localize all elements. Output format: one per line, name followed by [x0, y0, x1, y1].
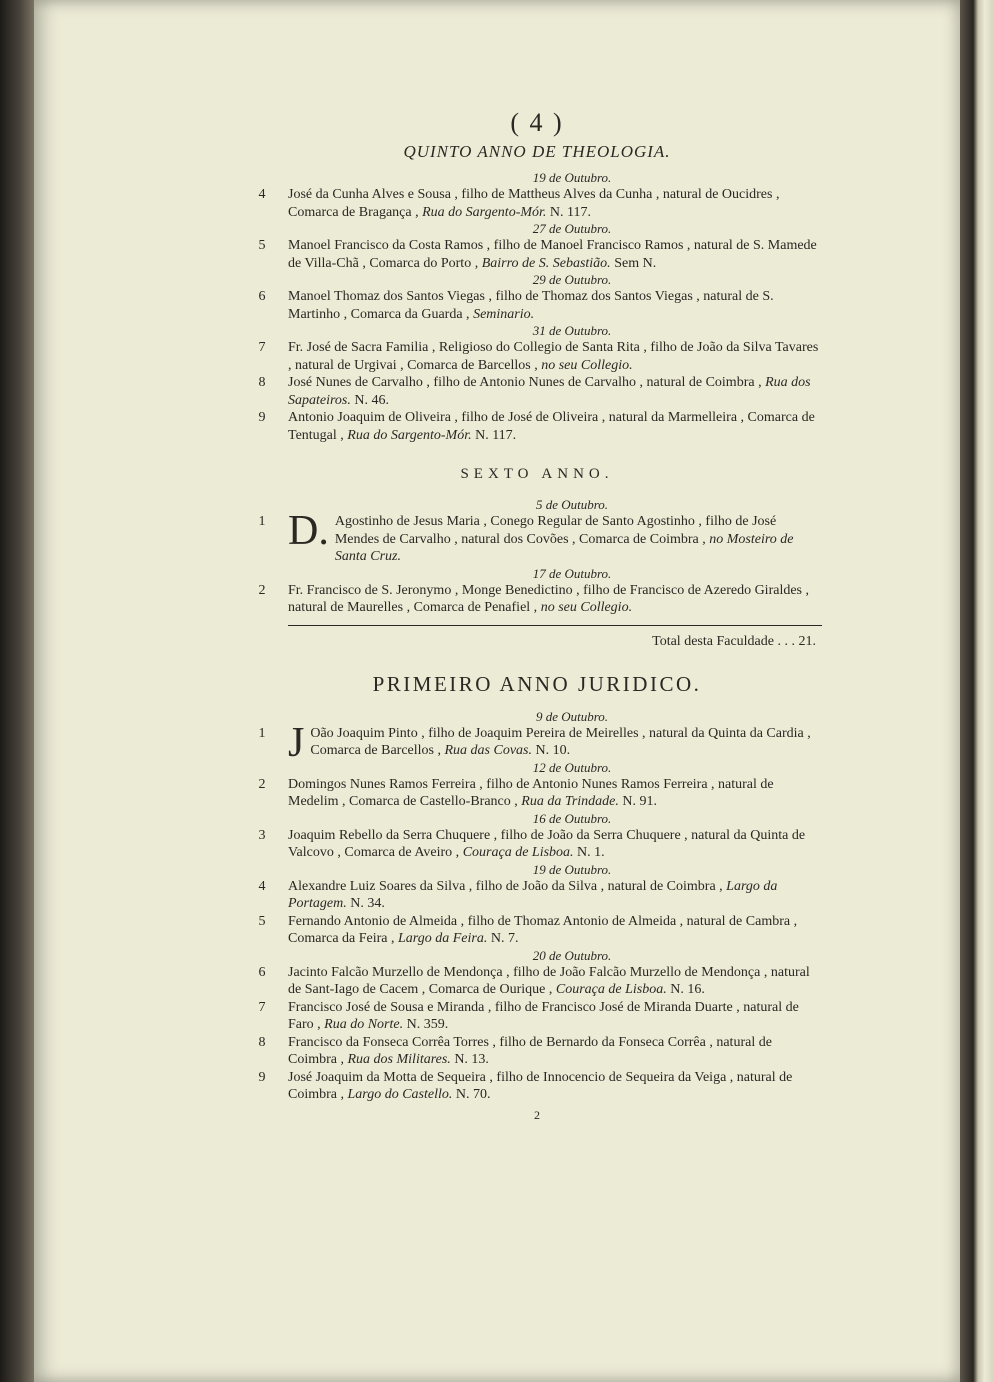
list-item — [252, 1069, 822, 1104]
entry-date: 29 de Outubro. — [532, 272, 612, 287]
entry-number: 9 — [258, 1069, 266, 1085]
entry-number: 4 — [258, 878, 266, 894]
entry-number: 2 — [258, 776, 266, 792]
list-item — [252, 186, 822, 221]
entry-house-number: N. 7. — [490, 931, 519, 946]
total-rule — [288, 625, 822, 626]
list-item — [252, 1034, 822, 1069]
entry-address: Rua das Covas. — [444, 743, 532, 758]
page-number: ( 4 ) — [510, 108, 564, 137]
entry-text: Oão Joaquim Pinto , filho de Joaquim Pereira de Meirelles , natural da Quinta da Cardia , Comarca de Barcellos , — [310, 725, 811, 758]
entry-address: no seu Collegio. — [541, 357, 633, 373]
entry-text: Agostinho de Jesus Maria , Conego Regular de Santo Agostinho , filho de José Mendes de Carvalho , natural dos Covões , Comarca de Coimbra , — [334, 514, 777, 547]
page-content — [252, 108, 822, 1123]
entry-house-number: N. 70. — [455, 1087, 491, 1102]
entry-house-number: N. 10. — [535, 743, 571, 758]
list-item — [252, 409, 822, 444]
entry-number: 7 — [258, 340, 266, 355]
list-item — [252, 827, 822, 862]
entry-number: 9 — [258, 410, 266, 425]
entry-text: Fr. José de Sacra Familia , Religioso do Collegio de Santa Rita , filho de João da Silva Tavares , natural de Urgivai , Comarca de Barcellos , — [288, 340, 819, 373]
entry-text: Francisco da Fonseca Corrêa Torres , filho de Bernardo da Fonseca Corrêa , natural de Coimbra , — [288, 1034, 772, 1067]
list-item — [252, 913, 822, 948]
entry-address: Rua do Sargento-Mór. — [347, 427, 472, 443]
entry-number: 5 — [258, 913, 266, 929]
entry-address: Largo da Portagem. — [288, 878, 778, 911]
entry-text: José da Cunha Alves e Sousa , filho de Mattheus Alves da Cunha , natural de Oucidres , Comarca de Bragança , — [288, 187, 780, 220]
entry-house-number: N. 46. — [354, 392, 389, 408]
list-item — [252, 964, 822, 999]
entry-text: Antonio Joaquim de Oliveira , filho de José de Oliveira , natural da Marmelleira , Comarca de Tentugal , — [288, 410, 815, 443]
entry-text: Francisco José de Sousa e Miranda , filho de Francisco José de Miranda Duarte , natural de Faro , — [288, 999, 799, 1032]
section-title-primeiro-anno-juridico: PRIMEIRO ANNO JURIDICO. — [372, 671, 702, 696]
entry-number: 8 — [258, 375, 266, 390]
entry-number: 6 — [258, 289, 266, 304]
drop-cap: J — [288, 719, 305, 766]
entry-date: 20 de Outubro. — [532, 947, 612, 963]
entry-text: Fernando Antonio de Almeida , filho de Thomaz Antonio de Almeida , natural de Cambra , Comarca da Feira , — [288, 913, 798, 946]
entry-address: Rua dos Sapateiros. — [288, 375, 811, 408]
entry-date: 16 de Outubro. — [532, 810, 612, 826]
entry-address: Bairro de S. Sebastião. — [481, 255, 611, 271]
left-binding-edge — [0, 0, 34, 1382]
list-item — [252, 999, 822, 1034]
entry-house-number: N. 91. — [622, 794, 658, 809]
entry-house-number: N. 1. — [577, 845, 605, 860]
list-item — [252, 582, 822, 617]
entry-house-number: N. 359. — [406, 1017, 449, 1032]
list-item — [252, 719, 822, 766]
entry-text: Alexandre Luiz Soares da Silva , filho de João da Silva , natural de Coimbra , — [288, 878, 723, 894]
entry-date: 19 de Outubro. — [532, 170, 612, 185]
entry-house-number: N. 13. — [454, 1052, 489, 1067]
entry-number: 7 — [258, 999, 266, 1015]
entry-address: Largo do Castello. — [347, 1087, 453, 1102]
entry-date: 31 de Outubro. — [532, 323, 612, 338]
entry-address: no seu Collegio. — [540, 600, 633, 615]
list-item — [252, 237, 822, 272]
entry-address: Rua do Norte. — [324, 1017, 404, 1032]
list-item — [252, 288, 822, 323]
entry-address: Rua do Sargento-Mór. — [422, 204, 547, 220]
section-quinto-anno — [252, 170, 822, 444]
entry-text: Manoel Thomaz dos Santos Viegas , filho de Thomaz dos Santos Viegas , natural de S. Martinho , Comarca da Guarda , — [288, 289, 774, 322]
entry-text: José Nunes de Carvalho , filho de Antonio Nunes de Carvalho , natural de Coimbra , — [288, 375, 762, 390]
entry-house-number: Sem N. — [614, 255, 657, 271]
entry-number: 5 — [258, 238, 266, 253]
entry-date: 19 de Outubro. — [532, 861, 612, 877]
entry-date: 5 de Outubro. — [535, 497, 609, 512]
list-item — [252, 776, 822, 811]
section-title-quinto-anno: QUINTO ANNO DE THEOLOGIA. — [403, 142, 671, 161]
entry-date: 27 de Outubro. — [532, 221, 612, 236]
entry-text: Manoel Francisco da Costa Ramos , filho de Manoel Francisco Ramos , natural de S. Mamede de Villa-Chã , Comarca do Porto , — [288, 238, 817, 271]
entry-address: Seminario. — [473, 306, 535, 322]
section-sexto-anno — [252, 497, 822, 617]
entry-number: 4 — [258, 187, 266, 202]
entry-number: 1 — [258, 725, 266, 741]
entry-number: 6 — [258, 964, 266, 980]
entry-house-number: N. 16. — [670, 982, 705, 997]
entry-address: Couraça de Lisboa. — [555, 982, 667, 997]
entry-date: 17 de Outubro. — [532, 565, 612, 581]
entry-date: 12 de Outubro. — [532, 759, 612, 775]
list-item — [252, 374, 822, 409]
entry-number: 2 — [258, 582, 266, 598]
entry-address: Couraça de Lisboa. — [462, 845, 574, 860]
list-item — [252, 339, 822, 374]
section-title-sexto-anno: SEXTO ANNO. — [460, 466, 614, 482]
entry-text: Joaquim Rebello da Serra Chuquere , filho de João da Serra Chuquere , natural da Quinta de Valcovo , Comarca de Aveiro , — [288, 827, 806, 860]
right-binding-edge — [960, 0, 993, 1382]
entry-text: José Joaquim da Motta de Sequeira , filho de Innocencio de Sequeira da Veiga , natural de Coimbra , — [288, 1069, 793, 1102]
entry-address: Largo da Feira. — [398, 931, 488, 946]
faculty-total: Total desta Faculdade . . . 21. — [652, 633, 816, 649]
entry-house-number: N. 117. — [475, 427, 517, 443]
entry-number: 8 — [258, 1034, 266, 1050]
entry-text: Fr. Francisco de S. Jeronymo , Monge Benedictino , filho de Francisco de Azeredo Giraldes , natural de Maurelles , Comarca de Penafiel , — [288, 582, 809, 615]
drop-cap: D. — [288, 508, 329, 554]
entry-house-number: N. 34. — [350, 896, 385, 911]
entry-date: 9 de Outubro. — [535, 708, 609, 724]
list-item — [252, 508, 822, 566]
list-item — [252, 878, 822, 913]
entry-text: Domingos Nunes Ramos Ferreira , filho de Antonio Nunes Ramos Ferreira , natural de Medelim , Comarca de Castello-Branco , — [288, 776, 774, 809]
signature-mark: 2 — [534, 1107, 540, 1122]
entry-number: 3 — [258, 827, 266, 843]
entry-address: Rua da Trindade. — [521, 794, 619, 809]
entry-house-number: N. 117. — [549, 204, 592, 220]
entry-number: 1 — [258, 514, 266, 529]
entry-address: Rua dos Militares. — [347, 1052, 451, 1067]
entry-address: no Mosteiro de Santa Cruz. — [334, 531, 794, 564]
section-primeiro-anno-juridico — [252, 709, 822, 1104]
entry-text: Jacinto Falcão Murzello de Mendonça , filho de João Falcão Murzello de Mendonça , natural de Sant-Iago de Cacem , Comarca de Ourique , — [288, 964, 810, 997]
